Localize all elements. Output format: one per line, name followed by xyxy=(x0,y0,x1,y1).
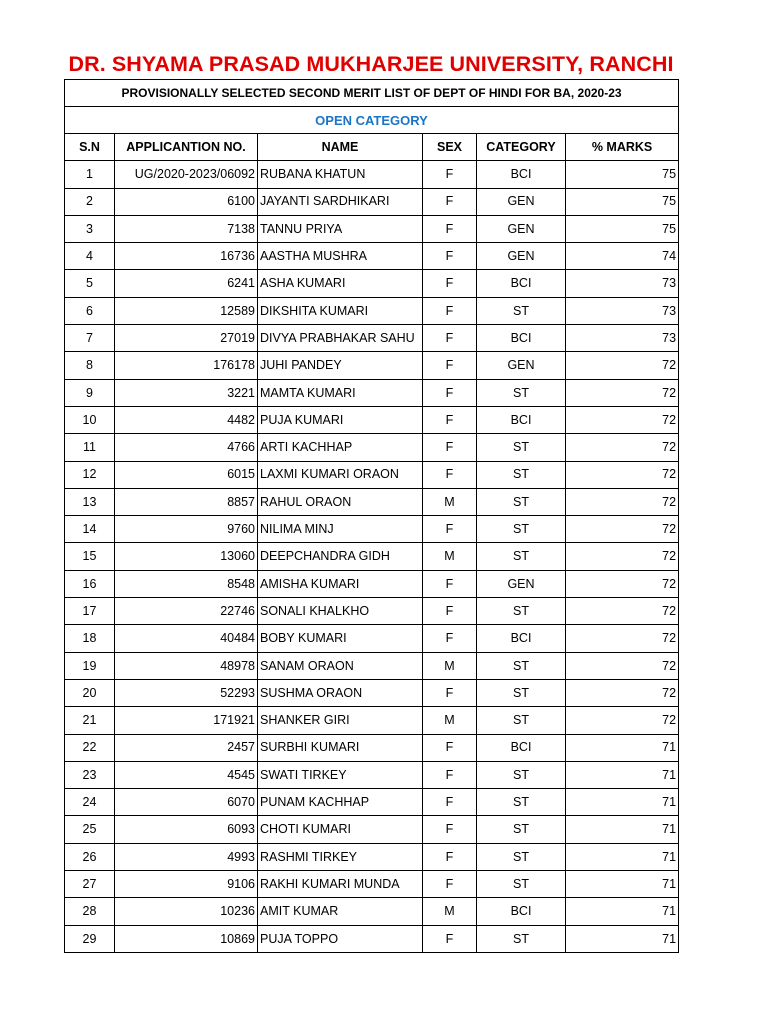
percent-marks-cell: 72 xyxy=(566,434,679,461)
sex-cell: M xyxy=(423,543,477,570)
category-cell: ST xyxy=(477,598,566,625)
candidate-name-cell: SHANKER GIRI xyxy=(258,707,423,734)
candidate-name-cell: JUHI PANDEY xyxy=(258,352,423,379)
serial-number-cell: 18 xyxy=(65,625,115,652)
category-cell: BCI xyxy=(477,270,566,297)
university-title: DR. SHYAMA PRASAD MUKHARJEE UNIVERSITY, RANCHI xyxy=(68,52,674,76)
serial-number-cell: 19 xyxy=(65,652,115,679)
category-cell: BCI xyxy=(477,325,566,352)
application-number-cell: 7138 xyxy=(115,215,258,242)
table-row xyxy=(65,789,679,816)
sex-cell: F xyxy=(423,215,477,242)
percent-marks-cell: 72 xyxy=(566,516,679,543)
table-row xyxy=(65,243,679,270)
serial-number-cell: 22 xyxy=(65,734,115,761)
candidate-name-cell: NILIMA MINJ xyxy=(258,516,423,543)
sex-cell: F xyxy=(423,816,477,843)
application-number-cell: 12589 xyxy=(115,297,258,324)
percent-marks-cell: 71 xyxy=(566,925,679,952)
table-row xyxy=(65,352,679,379)
candidate-name-cell: MAMTA KUMARI xyxy=(258,379,423,406)
category-cell: ST xyxy=(477,297,566,324)
application-number-cell: 3221 xyxy=(115,379,258,406)
application-number-cell: 6070 xyxy=(115,789,258,816)
table-row xyxy=(65,461,679,488)
application-number-cell: 48978 xyxy=(115,652,258,679)
category-cell: ST xyxy=(477,679,566,706)
sex-cell: F xyxy=(423,161,477,188)
table-row xyxy=(65,843,679,870)
serial-number-cell: 12 xyxy=(65,461,115,488)
sex-cell: F xyxy=(423,761,477,788)
application-number-cell: UG/2020-2023/06092 xyxy=(115,161,258,188)
sex-cell: F xyxy=(423,843,477,870)
category-cell: ST xyxy=(477,816,566,843)
category-cell: GEN xyxy=(477,215,566,242)
merit-list-table xyxy=(64,79,679,953)
category-cell: BCI xyxy=(477,898,566,925)
category-cell: ST xyxy=(477,434,566,461)
column-header-category: CATEGORY xyxy=(477,134,566,161)
table-row xyxy=(65,325,679,352)
application-number-cell: 22746 xyxy=(115,598,258,625)
category-cell: GEN xyxy=(477,188,566,215)
application-number-cell: 8857 xyxy=(115,488,258,515)
serial-number-cell: 17 xyxy=(65,598,115,625)
percent-marks-cell: 72 xyxy=(566,679,679,706)
table-row xyxy=(65,898,679,925)
sex-cell: F xyxy=(423,570,477,597)
category-cell: ST xyxy=(477,461,566,488)
percent-marks-cell: 72 xyxy=(566,379,679,406)
application-number-cell: 4993 xyxy=(115,843,258,870)
table-row xyxy=(65,406,679,433)
serial-number-cell: 26 xyxy=(65,843,115,870)
application-number-cell: 6100 xyxy=(115,188,258,215)
column-header-name: NAME xyxy=(258,134,423,161)
column-header-row xyxy=(65,134,679,161)
serial-number-cell: 28 xyxy=(65,898,115,925)
application-number-cell: 4766 xyxy=(115,434,258,461)
serial-number-cell: 25 xyxy=(65,816,115,843)
candidate-name-cell: SANAM ORAON xyxy=(258,652,423,679)
table-row xyxy=(65,379,679,406)
candidate-name-cell: ARTI KACHHAP xyxy=(258,434,423,461)
table-row xyxy=(65,598,679,625)
table-row xyxy=(65,215,679,242)
category-cell: BCI xyxy=(477,625,566,652)
candidate-name-cell: BOBY KUMARI xyxy=(258,625,423,652)
application-number-cell: 27019 xyxy=(115,325,258,352)
sex-cell: F xyxy=(423,925,477,952)
percent-marks-cell: 75 xyxy=(566,215,679,242)
candidate-name-cell: CHOTI KUMARI xyxy=(258,816,423,843)
sex-cell: F xyxy=(423,352,477,379)
category-cell: ST xyxy=(477,925,566,952)
category-cell: ST xyxy=(477,488,566,515)
percent-marks-cell: 73 xyxy=(566,325,679,352)
serial-number-cell: 23 xyxy=(65,761,115,788)
serial-number-cell: 9 xyxy=(65,379,115,406)
sex-cell: F xyxy=(423,871,477,898)
application-number-cell: 9760 xyxy=(115,516,258,543)
candidate-name-cell: SWATI TIRKEY xyxy=(258,761,423,788)
application-number-cell: 16736 xyxy=(115,243,258,270)
table-row xyxy=(65,570,679,597)
serial-number-cell: 4 xyxy=(65,243,115,270)
table-row xyxy=(65,761,679,788)
table-row xyxy=(65,543,679,570)
serial-number-cell: 8 xyxy=(65,352,115,379)
application-number-cell: 8548 xyxy=(115,570,258,597)
category-cell: ST xyxy=(477,652,566,679)
candidate-name-cell: ASHA KUMARI xyxy=(258,270,423,297)
sex-cell: F xyxy=(423,516,477,543)
category-heading-row xyxy=(65,107,679,134)
table-row xyxy=(65,434,679,461)
percent-marks-cell: 72 xyxy=(566,625,679,652)
category-cell: GEN xyxy=(477,352,566,379)
sex-cell: F xyxy=(423,188,477,215)
sex-cell: F xyxy=(423,434,477,461)
category-cell: ST xyxy=(477,843,566,870)
category-cell: GEN xyxy=(477,243,566,270)
percent-marks-cell: 71 xyxy=(566,734,679,761)
serial-number-cell: 5 xyxy=(65,270,115,297)
candidate-name-cell: TANNU PRIYA xyxy=(258,215,423,242)
candidate-name-cell: AASTHA MUSHRA xyxy=(258,243,423,270)
serial-number-cell: 10 xyxy=(65,406,115,433)
application-number-cell: 176178 xyxy=(115,352,258,379)
application-number-cell: 10869 xyxy=(115,925,258,952)
percent-marks-cell: 71 xyxy=(566,898,679,925)
percent-marks-cell: 75 xyxy=(566,188,679,215)
candidate-name-cell: SUSHMA ORAON xyxy=(258,679,423,706)
percent-marks-cell: 72 xyxy=(566,352,679,379)
sex-cell: M xyxy=(423,707,477,734)
application-number-cell: 6241 xyxy=(115,270,258,297)
application-number-cell: 52293 xyxy=(115,679,258,706)
merit-rows xyxy=(65,161,679,953)
serial-number-cell: 15 xyxy=(65,543,115,570)
candidate-name-cell: DIVYA PRABHAKAR SAHU xyxy=(258,325,423,352)
candidate-name-cell: AMIT KUMAR xyxy=(258,898,423,925)
sex-cell: F xyxy=(423,734,477,761)
sex-cell: M xyxy=(423,488,477,515)
candidate-name-cell: AMISHA KUMARI xyxy=(258,570,423,597)
percent-marks-cell: 72 xyxy=(566,406,679,433)
percent-marks-cell: 72 xyxy=(566,707,679,734)
category-cell: ST xyxy=(477,543,566,570)
percent-marks-cell: 72 xyxy=(566,543,679,570)
category-cell: BCI xyxy=(477,161,566,188)
percent-marks-cell: 71 xyxy=(566,871,679,898)
percent-marks-cell: 72 xyxy=(566,570,679,597)
application-number-cell: 4482 xyxy=(115,406,258,433)
application-number-cell: 40484 xyxy=(115,625,258,652)
category-cell: ST xyxy=(477,871,566,898)
sex-cell: M xyxy=(423,898,477,925)
table-row xyxy=(65,488,679,515)
percent-marks-cell: 72 xyxy=(566,598,679,625)
sex-cell: F xyxy=(423,406,477,433)
sex-cell: F xyxy=(423,679,477,706)
application-number-cell: 2457 xyxy=(115,734,258,761)
sex-cell: F xyxy=(423,379,477,406)
category-cell: ST xyxy=(477,707,566,734)
serial-number-cell: 6 xyxy=(65,297,115,324)
candidate-name-cell: PUJA KUMARI xyxy=(258,406,423,433)
table-row xyxy=(65,707,679,734)
application-number-cell: 10236 xyxy=(115,898,258,925)
sex-cell: F xyxy=(423,297,477,324)
serial-number-cell: 7 xyxy=(65,325,115,352)
candidate-name-cell: DEEPCHANDRA GIDH xyxy=(258,543,423,570)
category-cell: ST xyxy=(477,761,566,788)
category-cell: ST xyxy=(477,379,566,406)
candidate-name-cell: PUJA TOPPO xyxy=(258,925,423,952)
application-number-cell: 171921 xyxy=(115,707,258,734)
candidate-name-cell: RAKHI KUMARI MUNDA xyxy=(258,871,423,898)
column-header-sex: SEX xyxy=(423,134,477,161)
application-number-cell: 6015 xyxy=(115,461,258,488)
category-cell: ST xyxy=(477,516,566,543)
candidate-name-cell: RAHUL ORAON xyxy=(258,488,423,515)
category-cell: BCI xyxy=(477,406,566,433)
serial-number-cell: 11 xyxy=(65,434,115,461)
application-number-cell: 6093 xyxy=(115,816,258,843)
serial-number-cell: 24 xyxy=(65,789,115,816)
percent-marks-cell: 71 xyxy=(566,816,679,843)
candidate-name-cell: SONALI KHALKHO xyxy=(258,598,423,625)
table-row xyxy=(65,270,679,297)
category-cell: GEN xyxy=(477,570,566,597)
application-number-cell: 13060 xyxy=(115,543,258,570)
candidate-name-cell: JAYANTI SARDHIKARI xyxy=(258,188,423,215)
percent-marks-cell: 72 xyxy=(566,461,679,488)
serial-number-cell: 13 xyxy=(65,488,115,515)
application-number-cell: 4545 xyxy=(115,761,258,788)
table-row xyxy=(65,816,679,843)
sex-cell: F xyxy=(423,243,477,270)
percent-marks-cell: 72 xyxy=(566,488,679,515)
serial-number-cell: 21 xyxy=(65,707,115,734)
sex-cell: M xyxy=(423,652,477,679)
candidate-name-cell: RUBANA KHATUN xyxy=(258,161,423,188)
sex-cell: F xyxy=(423,789,477,816)
candidate-name-cell: LAXMI KUMARI ORAON xyxy=(258,461,423,488)
serial-number-cell: 1 xyxy=(65,161,115,188)
category-heading: OPEN CATEGORY xyxy=(65,107,679,134)
column-header-marks: % MARKS xyxy=(566,134,679,161)
table-row xyxy=(65,925,679,952)
category-cell: ST xyxy=(477,789,566,816)
candidate-name-cell: SURBHI KUMARI xyxy=(258,734,423,761)
percent-marks-cell: 71 xyxy=(566,843,679,870)
table-row xyxy=(65,871,679,898)
serial-number-cell: 16 xyxy=(65,570,115,597)
sex-cell: F xyxy=(423,325,477,352)
candidate-name-cell: PUNAM KACHHAP xyxy=(258,789,423,816)
table-row xyxy=(65,516,679,543)
percent-marks-cell: 74 xyxy=(566,243,679,270)
table-row xyxy=(65,161,679,188)
sex-cell: F xyxy=(423,598,477,625)
category-cell: BCI xyxy=(477,734,566,761)
serial-number-cell: 2 xyxy=(65,188,115,215)
table-row xyxy=(65,652,679,679)
table-row xyxy=(65,734,679,761)
table-row xyxy=(65,297,679,324)
percent-marks-cell: 71 xyxy=(566,761,679,788)
serial-number-cell: 20 xyxy=(65,679,115,706)
column-header-application-no: APPLICANTION NO. xyxy=(115,134,258,161)
sex-cell: F xyxy=(423,461,477,488)
serial-number-cell: 29 xyxy=(65,925,115,952)
sex-cell: F xyxy=(423,625,477,652)
percent-marks-cell: 71 xyxy=(566,789,679,816)
percent-marks-cell: 75 xyxy=(566,161,679,188)
candidate-name-cell: DIKSHITA KUMARI xyxy=(258,297,423,324)
percent-marks-cell: 73 xyxy=(566,297,679,324)
table-row xyxy=(65,188,679,215)
sex-cell: F xyxy=(423,270,477,297)
serial-number-cell: 14 xyxy=(65,516,115,543)
serial-number-cell: 27 xyxy=(65,871,115,898)
list-title-row xyxy=(65,80,679,107)
percent-marks-cell: 72 xyxy=(566,652,679,679)
serial-number-cell: 3 xyxy=(65,215,115,242)
application-number-cell: 9106 xyxy=(115,871,258,898)
list-title: PROVISIONALLY SELECTED SECOND MERIT LIST OF DEPT OF HINDI FOR BA, 2020-23 xyxy=(65,80,679,107)
percent-marks-cell: 73 xyxy=(566,270,679,297)
column-header-sn: S.N xyxy=(65,134,115,161)
candidate-name-cell: RASHMI TIRKEY xyxy=(258,843,423,870)
table-row xyxy=(65,679,679,706)
table-row xyxy=(65,625,679,652)
